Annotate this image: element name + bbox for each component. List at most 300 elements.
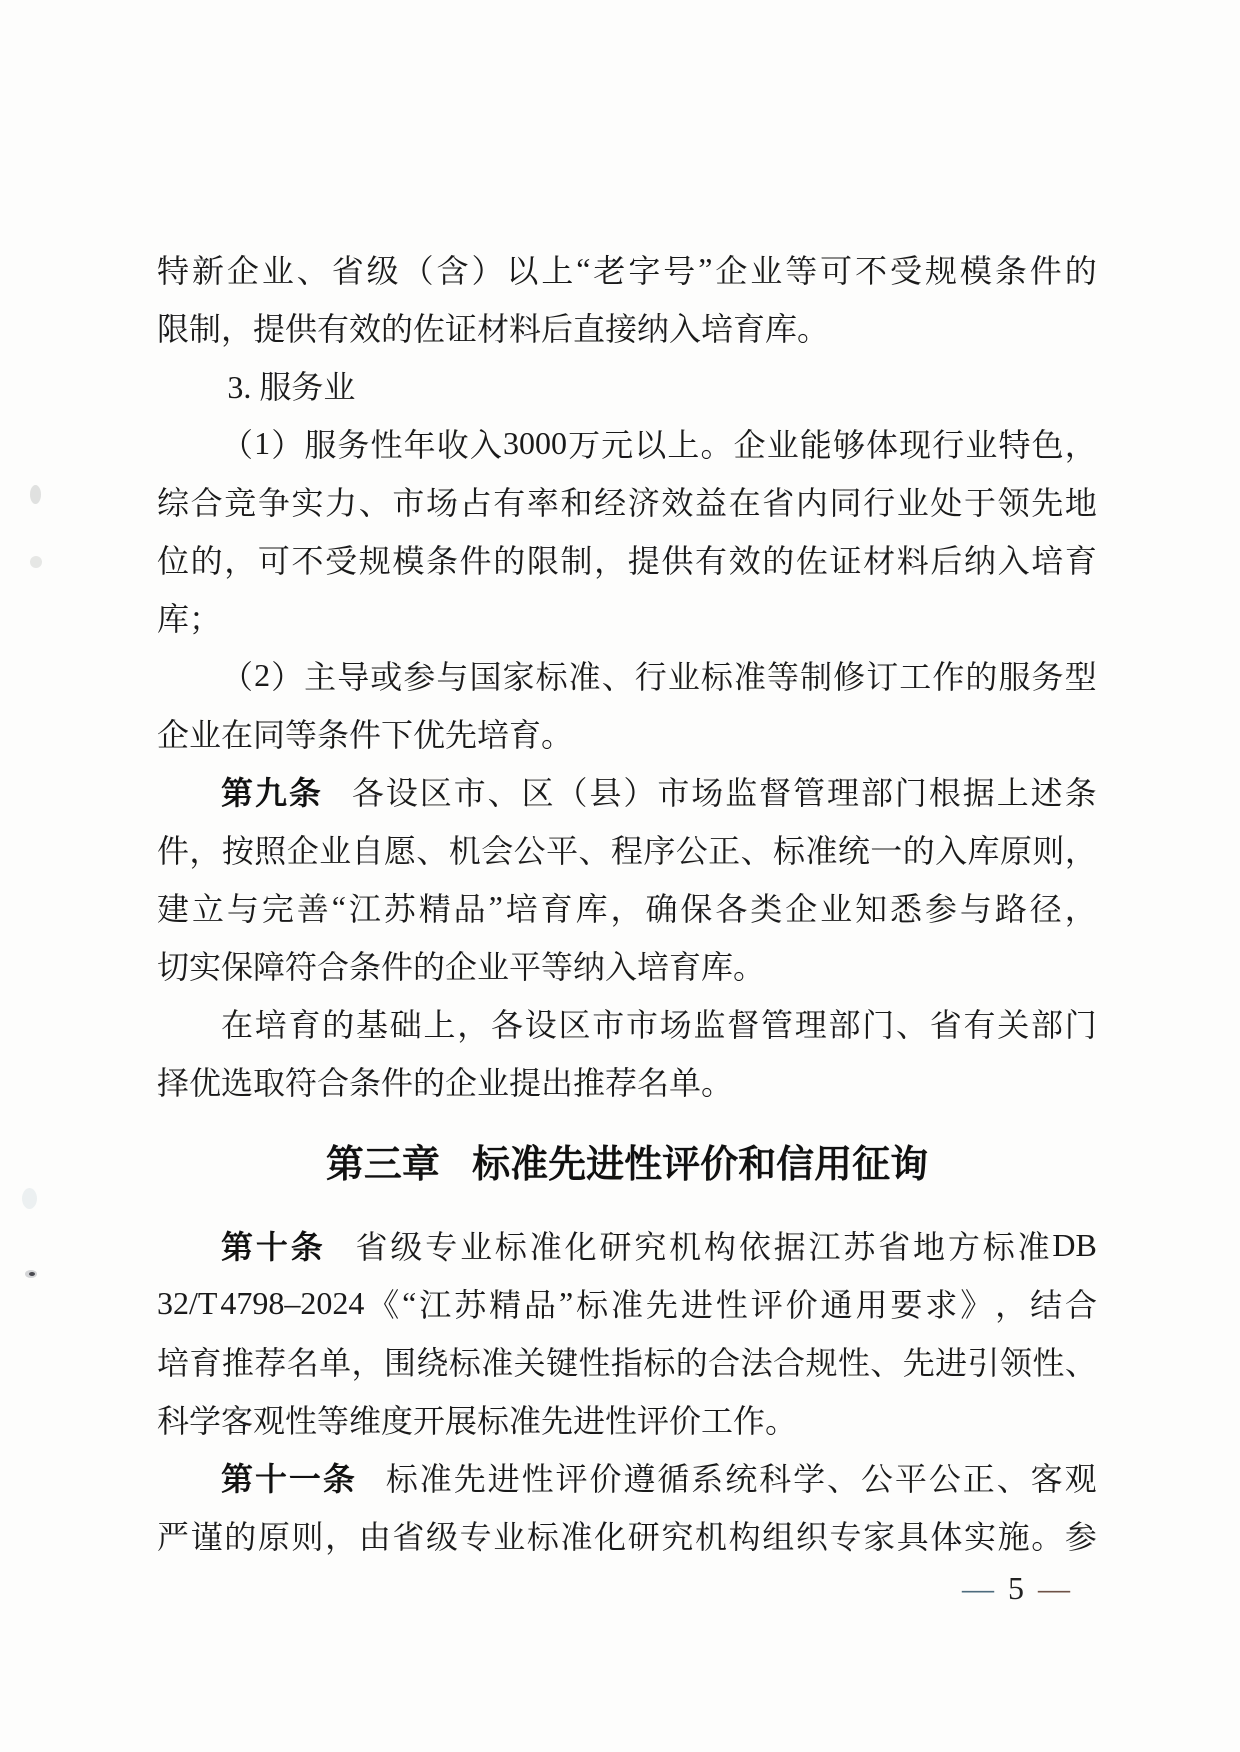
scan-artifact [22,1188,37,1209]
text-char: 公 [860,1461,893,1497]
text-char: 的 [902,833,935,869]
article-number: 标准先进性评价和信用征询 [472,1143,929,1186]
article-number-char: 条 [288,775,321,811]
text-char: 程 [610,833,643,869]
text-char: 客 [1030,1461,1063,1497]
text-char: 育 [1064,543,1097,579]
text-char: 的 [190,543,223,579]
text-char: 品 [524,1287,557,1323]
text-char: 有 [695,543,728,579]
text-char: （ [401,253,434,289]
text-char: 门 [862,1007,895,1043]
text-char: 市 [592,1007,625,1043]
text-char: 、 [358,485,391,521]
text-char: 织 [795,1519,828,1555]
text-char: “ [331,888,346,925]
text-char: 部 [828,1007,861,1043]
text-char: 关 [997,1007,1030,1043]
text-char: 准 [560,1519,593,1555]
text-char: 件 [459,543,492,579]
text-char: 字 [628,253,661,289]
text-char: 知 [855,891,888,927]
text-char: “ [576,250,591,287]
text-char: 地 [913,1229,946,1265]
text-line [157,1448,1097,1506]
text-char: 单 [319,1345,352,1381]
text-char: 不 [291,543,324,579]
text-line [157,472,1097,530]
text-char: 正 [962,1461,995,1497]
text-char: 一 [870,833,903,869]
text-char: 。 [700,427,733,463]
text-run: 企业在同等条件下优先培育。 [157,717,574,753]
text-line [157,646,1097,704]
text-char: 服 [304,427,337,463]
text-char: 设 [385,775,418,811]
text-char: 与 [436,659,469,695]
article-number: 第三章 [325,1143,440,1186]
text-char: 供 [661,543,694,579]
article-number-char: 条 [290,1229,323,1265]
text-char: 类 [750,891,783,927]
text-char: 则 [291,1519,324,1555]
text-char: 业 [820,891,853,927]
text-char: 、 [996,1461,1029,1497]
text-char: ） [271,427,304,463]
text-char: 础 [389,1007,422,1043]
text-char: 专 [459,1519,492,1555]
text-char: 省 [929,1007,962,1043]
text-char: 、 [870,1345,903,1381]
text-char: ） [271,659,304,695]
text-char: 提 [627,543,660,579]
text-char: 争 [257,485,290,521]
text-char: ， [995,1287,1028,1323]
text-char: 由 [358,1519,391,1555]
article-number-char: 第 [221,1461,254,1497]
text-char: 件 [1029,253,1062,289]
text-char: 条 [1064,775,1097,811]
text-char: 市 [626,1007,659,1043]
text-char: 特 [998,427,1031,463]
text-char: 服 [998,659,1031,695]
text-char: 号 [663,253,696,289]
text-char: 模 [959,253,992,289]
text-char: 业 [965,427,998,463]
text-char: 究 [634,1229,667,1265]
text-char: 性 [837,1345,870,1381]
text-char: 库 [575,891,608,927]
text-char: 业 [766,427,799,463]
text-char: ” [698,250,713,287]
text-char: 模 [392,543,425,579]
text-char: 导 [337,659,370,695]
text-char: 理 [794,1007,827,1043]
text-char: 场 [426,485,459,521]
text-char: 库 [967,833,1000,869]
text-char: 标 [700,659,733,695]
text-char: 场 [691,775,724,811]
text-char: 关 [513,1345,546,1381]
text-char: ” [488,888,503,925]
text-char: 占 [459,485,492,521]
text-char: 企 [715,253,748,289]
text-char: 、 [601,659,634,695]
text-char: 1 [254,424,271,461]
article-number-char: 十 [254,1461,287,1497]
text-char: 研 [599,1229,632,1265]
text-char: 市 [453,775,486,811]
text-char: 各 [351,775,384,811]
text-char: ” [558,1284,574,1321]
text-char: 的 [762,543,795,579]
text-char: 标 [535,659,568,695]
text-char: 在 [728,485,761,521]
text-char: ， [351,1345,384,1381]
text-char: 公 [513,833,546,869]
text-char: 各 [491,1007,524,1043]
text-char: 管 [761,1007,794,1043]
text-char: 标 [385,1461,418,1497]
text-char: 准 [481,1345,514,1381]
text-char: 标 [982,1229,1015,1265]
text-char: 引 [967,1345,1000,1381]
text-char: ， [610,891,643,927]
text-char: 体 [930,1519,963,1555]
text-char: 效 [728,543,761,579]
text-char: 标 [448,1345,481,1381]
text-char: 上 [667,427,700,463]
article-number-char: 九 [254,775,287,811]
text-char: 门 [894,775,927,811]
text-char: 国 [469,659,502,695]
text-char: 级 [426,1519,459,1555]
text-char: 管 [793,775,826,811]
text-char: ， [594,543,627,579]
text-char: （ [221,659,254,695]
text-char: 业 [896,485,929,521]
text-char: 理 [827,775,860,811]
text-char: 评 [555,1461,588,1497]
text-char: 级 [366,253,399,289]
text-char: 谨 [190,1519,223,1555]
text-char: 综 [157,485,190,521]
text-line [157,878,1097,936]
text-char: 省 [331,253,364,289]
text-char: 则 [1032,833,1065,869]
text-char: 。 [1031,1519,1064,1555]
text-char: 益 [695,485,728,521]
text-char: 先 [902,1345,935,1381]
article-number-char: 第 [221,775,254,811]
text-char: 公 [675,833,708,869]
text-char: 培 [1031,543,1064,579]
text-char: 名 [286,1345,319,1381]
text-char: 构 [703,1229,736,1265]
text-char: 化 [564,1229,597,1265]
text-char: 精 [418,891,451,927]
text-char: 严 [157,1519,190,1555]
text-char: 市 [657,775,690,811]
text-char: 的 [493,543,526,579]
text-char: 善 [296,891,329,927]
text-char: 合 [1064,1287,1097,1323]
text-char: 性 [521,1461,554,1497]
text-char: 部 [1031,1007,1064,1043]
text-char: 监 [725,775,758,811]
text-char: 家 [502,659,535,695]
text-char: 与 [226,891,259,927]
text-char: 方 [947,1229,980,1265]
text-char: 力 [325,485,358,521]
text-char: 和 [560,485,593,521]
text-char: 先 [453,1461,486,1497]
text-char: 新 [191,253,224,289]
text-char: 先 [1031,485,1064,521]
text-char: 级 [390,1229,423,1265]
text-char: 观 [1064,1461,1097,1497]
text-char: （ [221,427,254,463]
text-line [157,1390,1097,1448]
text-char: 江 [419,1287,452,1323]
text-char: 型 [1064,659,1097,695]
text-char: 区 [558,1007,591,1043]
text-char: 的 [224,1519,257,1555]
text-char: 江 [808,1229,841,1265]
text-char: 件 [157,833,190,869]
text-char: 推 [221,1345,254,1381]
text-line [157,820,1097,878]
text-char: 4798–2024 [220,1284,365,1321]
text-char: 以 [634,427,667,463]
text-char: 规 [924,253,957,289]
text-char: 等 [785,253,818,289]
text-char: 以 [506,253,539,289]
text-char: 业 [493,1519,526,1555]
text-char: 企 [785,891,818,927]
text-char: 地 [1064,485,1097,521]
text-char: 入 [469,427,502,463]
text-char: 上 [423,1007,456,1043]
text-char: （ [555,775,588,811]
text-char: 务 [1031,659,1064,695]
text-char: 通 [820,1287,853,1323]
text-char: “ [402,1284,417,1321]
text-char: 机 [669,1229,702,1265]
text-char: 各 [715,891,748,927]
text-char: 进 [487,1461,520,1497]
text-char: 准 [611,1287,644,1323]
text-char: 处 [930,485,963,521]
text-char: 条 [426,543,459,579]
text-char: 业 [460,1229,493,1265]
text-line [157,414,1097,472]
text-char: 材 [863,543,896,579]
text-char: 育 [540,891,573,927]
chapter-heading [157,1131,1097,1189]
text-char: 育 [189,1345,222,1381]
text-char: 、 [1064,1345,1097,1381]
page-number-value: 5 [1008,1570,1024,1606]
text-char: 入 [997,543,1030,579]
text-char: 统 [837,833,870,869]
text-char: 结 [1030,1287,1063,1323]
text-line [157,1274,1097,1332]
text-char: 限 [526,543,559,579]
text-line [157,1216,1097,1274]
text-char: 述 [1030,775,1063,811]
text-char: 行 [863,485,896,521]
text-char: 上 [996,775,1029,811]
text-char: 佐 [795,543,828,579]
text-char: 性 [370,427,403,463]
text-char: 够 [832,427,865,463]
text-char: 准 [1017,1229,1050,1265]
text-char: 培 [157,1345,190,1381]
text-char: 构 [728,1519,761,1555]
text-char: 江 [348,891,381,927]
text-line [157,1332,1097,1390]
text-run: 限制，提供有效的佐证材料后直接纳入培育库。 [157,311,830,347]
text-char: 规 [358,543,391,579]
text-char: 纳 [964,543,997,579]
text-char: 门 [1064,1007,1097,1043]
text-char: 原 [999,833,1032,869]
text-char: 用 [855,1287,888,1323]
text-char: 务 [337,427,370,463]
text-char: 行 [634,659,667,695]
text-line [157,704,1097,762]
text-char: 合 [773,1345,806,1381]
text-char: 或 [370,659,403,695]
text-char: 标 [576,1287,609,1323]
text-char: 县 [589,775,622,811]
text-char: 准 [529,1229,562,1265]
text-char: 业 [667,659,700,695]
text-char: ， [1064,427,1097,463]
text-char: 督 [727,1007,760,1043]
text-char: 绕 [416,1345,449,1381]
text-char: 领 [997,485,1030,521]
text-char: 与 [959,891,992,927]
text-char: 平 [894,1461,927,1497]
text-char: 确 [645,891,678,927]
text-char: 先 [645,1287,678,1323]
text-char: 能 [799,427,832,463]
text-char: 化 [594,1519,627,1555]
text-char: 有 [963,1007,996,1043]
text-char: 实 [964,1519,997,1555]
text-char: 施 [997,1519,1030,1555]
text-char: ， [189,833,222,869]
text-char: 的 [322,1007,355,1043]
text-char: 科 [759,1461,792,1497]
text-char: 受 [890,253,923,289]
text-char: 省 [355,1229,388,1265]
text-char: 准 [805,833,838,869]
text-char: 实 [291,485,324,521]
text-char: 径 [1029,891,1062,927]
text-char: 平 [546,833,579,869]
text-char: 特 [157,253,190,289]
text-char: 32/T [157,1284,218,1321]
text-char: 正 [708,833,741,869]
text-char: 《 [367,1287,400,1323]
text-char: 法 [740,1345,773,1381]
text-char: 标 [494,1229,527,1265]
text-run: 科学客观性等维度开展标准先进性评价工作。 [157,1403,798,1439]
text-char: 企 [286,833,319,869]
text-char: 受 [325,543,358,579]
text-char: 》 [960,1287,993,1323]
text-char: 后 [930,543,963,579]
text-char: 经 [594,485,627,521]
text-char: 研 [627,1519,660,1555]
text-char: 部 [860,775,893,811]
text-char: 家 [863,1519,896,1555]
text-char: 老 [593,253,626,289]
text-char: 证 [829,543,862,579]
text-char: 2 [254,656,271,693]
text-char: 内 [795,485,828,521]
text-char: 悉 [890,891,923,927]
text-char: 领 [999,1345,1032,1381]
text-char: 等 [767,659,800,695]
text-char: 业 [319,833,352,869]
text-line [157,1506,1097,1564]
text-char: 含 [436,253,469,289]
text-char: 业 [261,253,294,289]
text-char: 市 [392,485,425,521]
text-char: 场 [659,1007,692,1043]
text-char: 价 [785,1287,818,1323]
text-char: 制 [800,659,833,695]
text-line [157,588,1097,646]
text-char: 培 [505,891,538,927]
text-char: 进 [680,1287,713,1323]
text-char: 荐 [254,1345,287,1381]
text-char: 业 [750,253,783,289]
text-char: 自 [351,833,384,869]
article-number-char: 十 [255,1229,288,1265]
text-char: ） [471,253,504,289]
text-char: 究 [661,1519,694,1555]
text-char: 性 [1032,1345,1065,1381]
text-line [157,240,1097,298]
text-char: 系 [691,1461,724,1497]
text-char: 专 [425,1229,458,1265]
text-char: 的 [675,1345,708,1381]
text-char: 具 [896,1519,929,1555]
text-char: 品 [453,891,486,927]
text-char: 督 [759,775,792,811]
scan-artifact [30,485,41,504]
page-number-dash-right: — [1038,1570,1070,1606]
text-line [157,1052,1097,1110]
text-char: ， [1064,891,1097,927]
text-char: 参 [1064,1519,1097,1555]
text-char: 合 [708,1345,741,1381]
text-char: 区 [521,775,554,811]
text-char: 上 [541,253,574,289]
text-char: 准 [419,1461,452,1497]
text-char: 性 [578,1345,611,1381]
text-char: 建 [157,891,190,927]
text-char: 设 [524,1007,557,1043]
text-line [157,356,1097,414]
text-char: 主 [304,659,337,695]
text-char: 3000 [502,424,567,461]
